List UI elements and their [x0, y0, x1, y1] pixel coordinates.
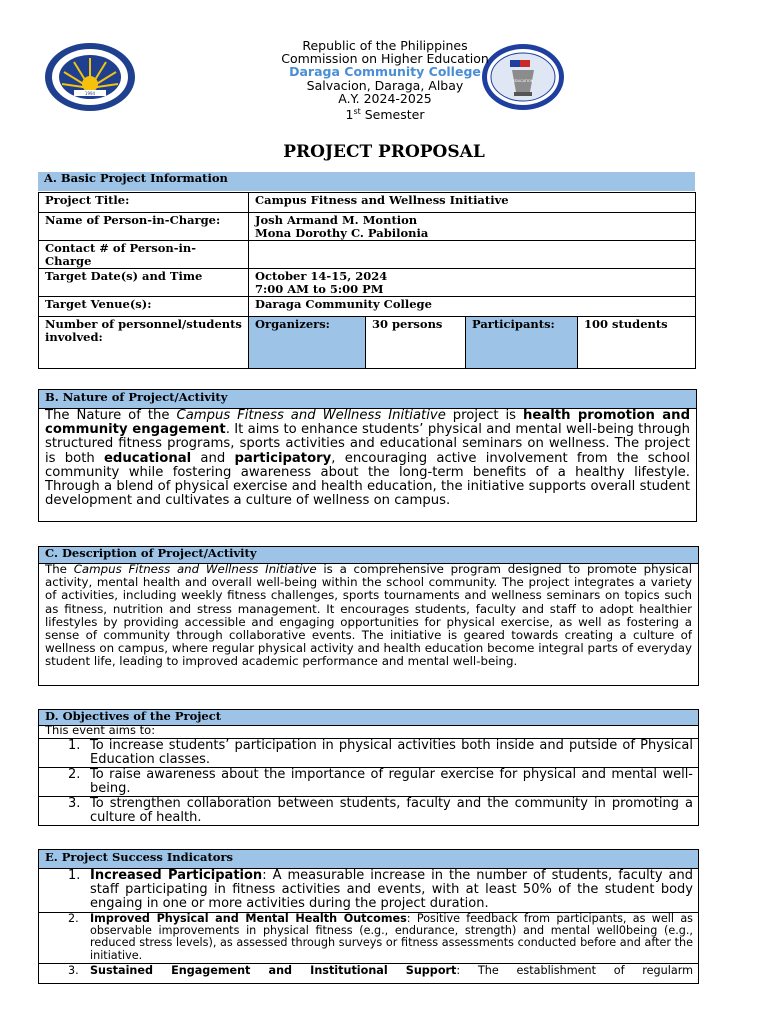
participants-value: 100 students	[578, 317, 696, 369]
list-item: 2. Improved Physical and Mental Health Outcomes: Positive feedback from participants, as well as observable improvements in physical fitness (e.g., endurance, strength) and mental well0being (e.g., reduced stress levels), as assessed through surveys or fitness assessments conducted before and after the initiative.	[38, 912, 699, 963]
list-item: 2. To raise awareness about the importance of regular exercise for physical and mental well-being.	[38, 767, 699, 796]
section-d-heading: D. Objectives of the Project	[38, 709, 699, 726]
header-college-name: Daraga Community College	[289, 64, 481, 79]
header-semester: 1st Semester	[345, 107, 425, 123]
list-item: 1. To increase students’ participation in physical activities both inside and putside of Physical Education classes.	[38, 738, 699, 767]
row-label: Target Date(s) and Time	[39, 269, 249, 297]
section-e-heading: E. Project Success Indicators	[38, 849, 699, 869]
row-value	[249, 241, 696, 269]
row-label: Name of Person-in-Charge:	[39, 213, 249, 241]
objectives-list	[38, 738, 699, 825]
ched-seal-logo	[44, 42, 136, 112]
table-row	[39, 193, 696, 213]
section-c-heading: C. Description of Project/Activity	[38, 546, 699, 564]
personnel-label: Number of personnel/students involved:	[39, 317, 249, 369]
row-value: Josh Armand M. Montion Mona Dorothy C. Pabilonia	[249, 213, 696, 241]
row-label: Project Title:	[39, 193, 249, 213]
table-row	[39, 317, 696, 369]
header-republic: Republic of the Philippines	[302, 38, 468, 53]
section-d-intro: This event aims to:	[45, 723, 156, 737]
svg-text:EDUCATION: EDUCATION	[512, 79, 534, 83]
header-ched: Commission on Higher Education	[281, 51, 489, 66]
list-item: 3. Sustained Engagement and Institutional Support: The establishment of regularm	[38, 963, 699, 983]
row-label: Target Venue(s):	[39, 297, 249, 317]
table-row	[39, 213, 696, 241]
table-row	[39, 269, 696, 297]
organizers-value: 30 persons	[366, 317, 466, 369]
row-value: October 14-15, 2024 7:00 AM to 5:00 PM	[249, 269, 696, 297]
list-item: 1. Increased Participation: A measurable increase in the number of students, faculty and staff participating in fitness activities and events, with at least 50% of the student body engaing in one or more activities during the project duration.	[68, 868, 693, 911]
list-item: 3. To strengthen collaboration between students, faculty and the community in promoting a culture of health.	[38, 796, 699, 825]
organizers-label: Organizers:	[249, 317, 366, 369]
section-c-text: The Campus Fitness and Wellness Initiative is a comprehensive program designed to promote physical activity, mental health and overall well-being within the school community. The project integrates a variety of activities, including weekly fitness challenges, sports tournaments and wellness seminars on topics such as fitness, nutrition and stress management. It encourages students, faculty and staff to adopt healthier lifestyles by providing accessible and engaging opportunities for physical exercise, as well as fostering a sense of community through collaborative events. The initiative is geared towards creating a culture of wellness on campus, where regular physical activity and health education become integral parts of everyday student life, leading to improved academic performance and mental well-being.	[45, 562, 692, 669]
indicators-list	[38, 869, 699, 983]
participants-label: Participants:	[466, 317, 578, 369]
header-address: Salvacion, Daraga, Albay	[306, 78, 464, 93]
page-title: PROJECT PROPOSAL	[283, 142, 485, 162]
section-b-heading: B. Nature of Project/Activity	[38, 389, 697, 409]
table-row	[39, 241, 696, 269]
svg-text:1994: 1994	[84, 91, 96, 96]
row-value: Daraga Community College	[249, 297, 696, 317]
section-b-text: The Nature of the Campus Fitness and Wellness Initiative project is health promotion and community engagement. It aims to enhance students’ physical and mental well-being through structured fitness programs, sports activities and educational seminars on wellness. The project is both educational and participatory, encouraging active involvement from the school community while fostering awareness about the long-term benefits of a healthy lifestyle. Through a blend of physical exercise and health education, the initiative supports overall student development and cultivates a culture of wellness on campus.	[45, 408, 691, 509]
section-a-heading: A. Basic Project Information	[38, 172, 695, 191]
basic-info-table	[38, 192, 696, 369]
table-row	[39, 297, 696, 317]
row-label: Contact # of Person-in-Charge	[39, 241, 249, 269]
header-academic-year: A.Y. 2024-2025	[338, 91, 432, 106]
row-value: Campus Fitness and Wellness Initiative	[249, 193, 696, 213]
